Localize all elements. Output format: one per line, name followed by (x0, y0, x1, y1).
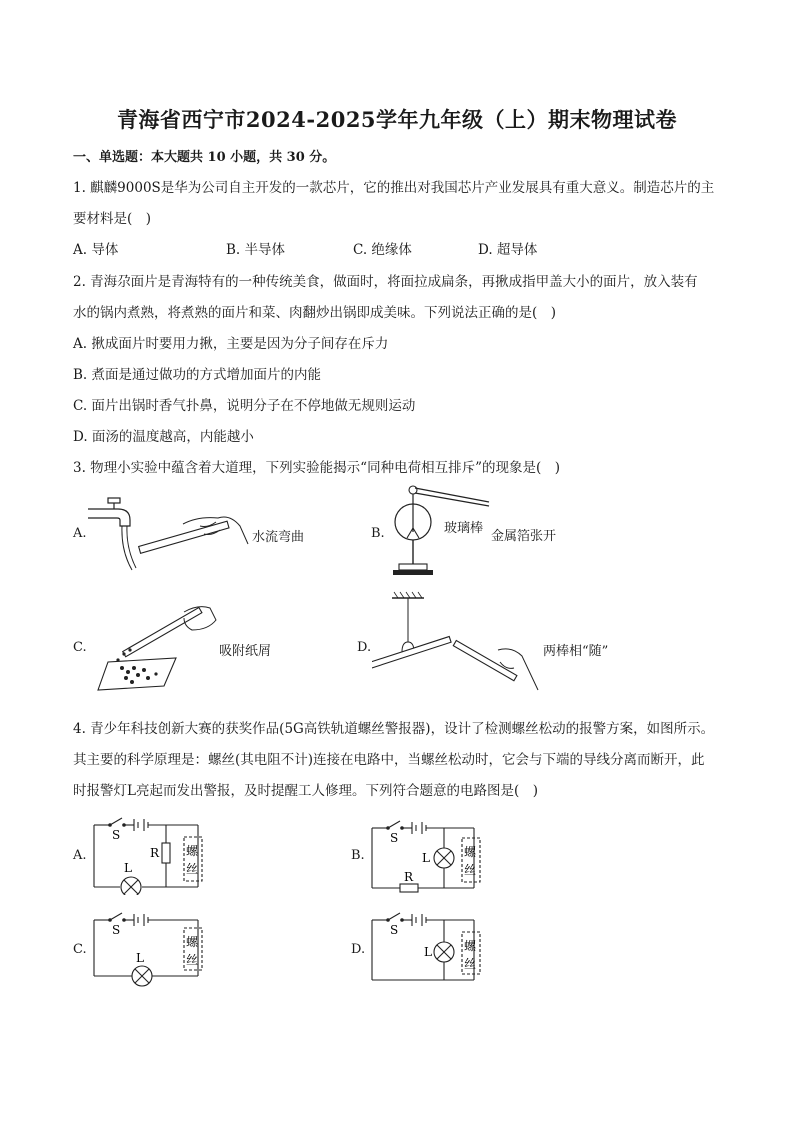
screw-label-2: 丝 (464, 863, 477, 877)
screw-label-2: 丝 (186, 862, 199, 876)
q4-stem-line3: 时报警灯L亮起而发出警报，及时提醒工人修理。下列符合题意的电路图是( ) (73, 783, 538, 799)
q1-option-a[interactable]: A. 导体 (73, 242, 119, 258)
screw-label-2: 丝 (464, 957, 477, 971)
q3-figa-letter[interactable]: A. (73, 526, 87, 541)
screw-label-1: 螺 (186, 935, 199, 949)
q1-stem-line2: 要材料是( ) (73, 211, 152, 227)
q3-figb-rod-label: 玻璃棒 (444, 521, 484, 536)
screw-label-2: 丝 (186, 953, 199, 967)
q2-option-a[interactable]: A. 揪成面片时要用力揪，主要是因为分子间存在斥力 (73, 336, 389, 352)
section-heading: 一、单选题：本大题共 10 小题，共 30 分。 (73, 150, 336, 165)
page-title: 青海省西宁市2024-2025学年九年级（上）期末物理试卷 (116, 107, 678, 132)
switch-label: S (112, 828, 121, 842)
q2-stem-line1: 2. 青海尕面片是青海特有的一种传统美食，做面时，将面拉成扁条，再揪成指甲盖大小的面片，放入装有 (73, 274, 698, 290)
q4-stem-line2: 其主要的科学原理是：螺丝(其电阻不计)连接在电路中，当螺丝松动时，它会与下端的导线分离而断开，此 (73, 752, 705, 768)
resistor-label: R (150, 846, 160, 860)
q3-figb-caption: 金属箔张开 (491, 529, 557, 544)
q2-option-b[interactable]: B. 煮面是通过做功的方式增加面片的内能 (73, 367, 322, 383)
q1-stem-line1: 1. 麒麟9000S是华为公司自主开发的一款芯片，它的推出对我国芯片产业发展具有重大意义。制造芯片的主 (73, 180, 715, 196)
q1-options (73, 238, 723, 258)
screw-label-1: 螺 (464, 939, 477, 953)
q4-option-d-letter[interactable]: D. (351, 942, 366, 957)
lamp-label: L (422, 851, 430, 865)
paper-bits-figure (88, 600, 223, 695)
circuit-d (368, 910, 493, 990)
q3-figd-letter[interactable]: D. (357, 640, 372, 655)
switch-label: S (390, 923, 399, 937)
screw-label-1: 螺 (464, 845, 477, 859)
q3-figc-caption: 吸附纸屑 (219, 644, 272, 659)
q3-figd-caption: 两棒相“随” (543, 644, 609, 659)
q3-figc-letter[interactable]: C. (73, 640, 87, 655)
resistor-label: R (404, 870, 414, 884)
screw-label-1: 螺 (186, 844, 199, 858)
circuit-b (368, 818, 493, 896)
lamp-label: L (124, 861, 132, 875)
q3-figa-caption: 水流弯曲 (252, 530, 305, 545)
q4-option-a-letter[interactable]: A. (73, 848, 87, 863)
q3-figb-letter[interactable]: B. (371, 526, 385, 541)
faucet-figure (88, 496, 258, 574)
switch-label: S (112, 923, 121, 937)
q2-stem-line2: 水的锅内煮熟，将煮熟的面片和菜、肉翻炒出锅即成美味。下列说法正确的是( ) (73, 305, 557, 321)
q4-option-c-letter[interactable]: C. (73, 942, 87, 957)
circuit-c (90, 910, 210, 990)
hanging-rods-figure (372, 590, 547, 700)
switch-label: S (390, 831, 399, 845)
q1-option-d[interactable]: D. 超导体 (478, 242, 538, 258)
q3-stem: 3. 物理小实验中蕴含着大道理，下列实验能揭示“同种电荷相互排斥”的现象是( ) (73, 460, 561, 476)
q2-option-c[interactable]: C. 面片出锅时香气扑鼻，说明分子在不停地做无规则运动 (73, 398, 416, 414)
q1-option-c[interactable]: C. 绝缘体 (353, 242, 412, 258)
lamp-label: L (136, 951, 144, 965)
lamp-label: L (424, 945, 432, 959)
q1-option-b[interactable]: B. 半导体 (226, 242, 286, 258)
circuit-a (90, 815, 210, 895)
q4-stem-line1: 4. 青少年科技创新大赛的获奖作品(5G高铁轨道螺丝警报器)，设计了检测螺丝松动的报警方案，如图所示。 (73, 721, 715, 737)
q4-option-b-letter[interactable]: B. (351, 848, 365, 863)
q2-option-d[interactable]: D. 面汤的温度越高，内能越小 (73, 429, 254, 445)
